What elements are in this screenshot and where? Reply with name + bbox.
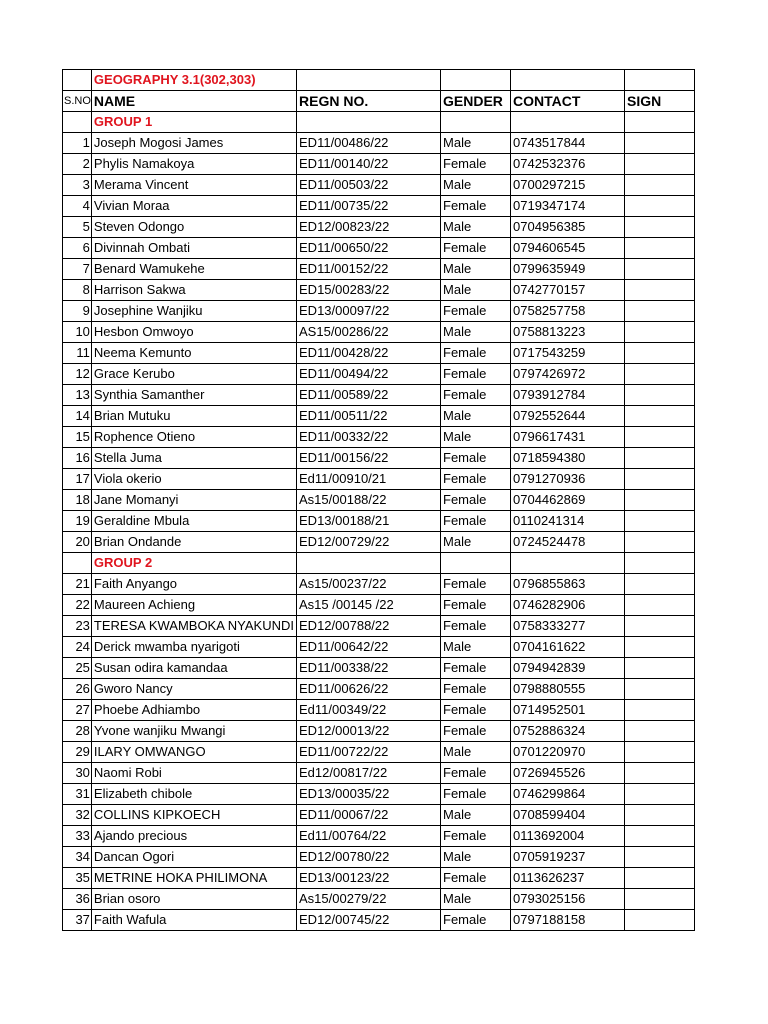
row-regn[interactable]: ED11/00428/22 (297, 343, 441, 364)
row-contact[interactable]: 0758257758 (511, 301, 625, 322)
row-sign[interactable] (625, 259, 695, 280)
row-sno[interactable]: 13 (63, 385, 92, 406)
row-contact[interactable]: 0794942839 (511, 658, 625, 679)
row-regn[interactable]: ED11/00067/22 (297, 805, 441, 826)
row-gender[interactable]: Female (441, 868, 511, 889)
row-contact[interactable]: 0794606545 (511, 238, 625, 259)
row-name[interactable]: Rophence Otieno (91, 427, 296, 448)
row-gender[interactable]: Male (441, 889, 511, 910)
row-sno[interactable]: 2 (63, 154, 92, 175)
row-regn[interactable]: ED13/00123/22 (297, 868, 441, 889)
row-gender[interactable]: Male (441, 532, 511, 553)
row-contact[interactable]: 0742770157 (511, 280, 625, 301)
table-row (63, 259, 695, 280)
row-gender[interactable]: Female (441, 679, 511, 700)
sheet-title[interactable]: GEOGRAPHY 3.1(302,303) (91, 70, 296, 91)
cell[interactable] (63, 70, 92, 91)
row-regn[interactable]: Ed12/00817/22 (297, 763, 441, 784)
table-row (63, 616, 695, 637)
row-regn[interactable]: ED11/00722/22 (297, 742, 441, 763)
row-sign[interactable] (625, 658, 695, 679)
row-name[interactable]: Maureen Achieng (91, 595, 296, 616)
row-regn[interactable]: AS15/00286/22 (297, 322, 441, 343)
row-regn[interactable]: ED12/00729/22 (297, 532, 441, 553)
row-gender[interactable]: Male (441, 259, 511, 280)
table-row (63, 406, 695, 427)
row-sign[interactable] (625, 469, 695, 490)
group-label[interactable]: GROUP 2 (91, 553, 296, 574)
row-regn[interactable]: ED11/00511/22 (297, 406, 441, 427)
cell[interactable] (297, 70, 441, 91)
table-row (63, 847, 695, 868)
row-sno[interactable]: 4 (63, 196, 92, 217)
row-gender[interactable]: Female (441, 910, 511, 931)
row-name[interactable]: Naomi Robi (91, 763, 296, 784)
row-sno[interactable]: 14 (63, 406, 92, 427)
table-row (63, 280, 695, 301)
row-contact[interactable]: 0708599404 (511, 805, 625, 826)
row-contact[interactable]: 0799635949 (511, 259, 625, 280)
row-sno[interactable]: 27 (63, 700, 92, 721)
row-sign[interactable] (625, 280, 695, 301)
row-sno[interactable]: 16 (63, 448, 92, 469)
row-regn[interactable]: ED15/00283/22 (297, 280, 441, 301)
row-contact[interactable]: 0700297215 (511, 175, 625, 196)
row-sno[interactable]: 24 (63, 637, 92, 658)
row-name[interactable]: Vivian Moraa (91, 196, 296, 217)
row-name[interactable]: Grace Kerubo (91, 364, 296, 385)
row-sign[interactable] (625, 679, 695, 700)
table-row (63, 679, 695, 700)
row-gender[interactable]: Male (441, 637, 511, 658)
row-gender[interactable]: Female (441, 574, 511, 595)
row-sno[interactable]: 9 (63, 301, 92, 322)
cell[interactable] (441, 70, 511, 91)
row-contact[interactable]: 0793025156 (511, 889, 625, 910)
table-row (63, 910, 695, 931)
row-contact[interactable]: 0796617431 (511, 427, 625, 448)
table-row (63, 343, 695, 364)
table-row (63, 784, 695, 805)
table-row (63, 826, 695, 847)
row-name[interactable]: Jane Momanyi (91, 490, 296, 511)
row-contact[interactable]: 0792552644 (511, 406, 625, 427)
row-sno[interactable]: 11 (63, 343, 92, 364)
row-name[interactable]: Viola okerio (91, 469, 296, 490)
table-row (63, 427, 695, 448)
row-name[interactable]: Brian Ondande (91, 532, 296, 553)
row-gender[interactable]: Female (441, 469, 511, 490)
header-name[interactable]: NAME (91, 91, 296, 112)
row-contact[interactable]: 0704956385 (511, 217, 625, 238)
row-sno[interactable]: 3 (63, 175, 92, 196)
row-name[interactable]: Faith Anyango (91, 574, 296, 595)
row-gender[interactable]: Male (441, 175, 511, 196)
row-contact[interactable]: 0797188158 (511, 910, 625, 931)
row-contact[interactable]: 0752886324 (511, 721, 625, 742)
row-sign[interactable] (625, 133, 695, 154)
row-contact[interactable]: 0743517844 (511, 133, 625, 154)
row-name[interactable]: Neema Kemunto (91, 343, 296, 364)
row-sno[interactable]: 17 (63, 469, 92, 490)
row-sign[interactable] (625, 805, 695, 826)
row-sign[interactable] (625, 868, 695, 889)
row-name[interactable]: Phoebe Adhiambo (91, 700, 296, 721)
row-gender[interactable]: Female (441, 301, 511, 322)
row-contact[interactable]: 0718594380 (511, 448, 625, 469)
header-gender[interactable]: GENDER (441, 91, 511, 112)
row-name[interactable]: Susan odira kamandaa (91, 658, 296, 679)
row-sign[interactable] (625, 385, 695, 406)
row-regn[interactable]: ED11/00338/22 (297, 658, 441, 679)
row-name[interactable]: Harrison Sakwa (91, 280, 296, 301)
row-name[interactable]: Brian Mutuku (91, 406, 296, 427)
row-regn[interactable]: ED11/00503/22 (297, 175, 441, 196)
table-row (63, 196, 695, 217)
table-row (63, 889, 695, 910)
row-sno[interactable]: 29 (63, 742, 92, 763)
row-contact[interactable]: 0704462869 (511, 490, 625, 511)
table-row (63, 301, 695, 322)
cell[interactable] (297, 112, 441, 133)
row-sno[interactable]: 26 (63, 679, 92, 700)
row-contact[interactable]: 0746282906 (511, 595, 625, 616)
row-regn[interactable]: ED11/00486/22 (297, 133, 441, 154)
row-regn[interactable]: ED11/00626/22 (297, 679, 441, 700)
row-name[interactable]: Phylis Namakoya (91, 154, 296, 175)
table-row (63, 658, 695, 679)
row-sign[interactable] (625, 511, 695, 532)
row-contact[interactable]: 0714952501 (511, 700, 625, 721)
row-gender[interactable]: Male (441, 742, 511, 763)
row-sign[interactable] (625, 721, 695, 742)
row-regn[interactable]: ED11/00589/22 (297, 385, 441, 406)
row-sign[interactable] (625, 532, 695, 553)
row-gender[interactable]: Male (441, 847, 511, 868)
row-contact[interactable]: 0758333277 (511, 616, 625, 637)
table-row (63, 469, 695, 490)
row-name[interactable]: Josephine Wanjiku (91, 301, 296, 322)
cell[interactable] (441, 112, 511, 133)
row-sign[interactable] (625, 343, 695, 364)
row-regn[interactable]: Ed11/00764/22 (297, 826, 441, 847)
row-regn[interactable]: ED11/00156/22 (297, 448, 441, 469)
row-sign[interactable] (625, 700, 695, 721)
row-contact[interactable]: 0724524478 (511, 532, 625, 553)
row-gender[interactable]: Male (441, 322, 511, 343)
header-row (63, 91, 695, 112)
row-sno[interactable]: 1 (63, 133, 92, 154)
cell[interactable] (625, 553, 695, 574)
row-sign[interactable] (625, 826, 695, 847)
row-contact[interactable]: 0705919237 (511, 847, 625, 868)
row-sno[interactable]: 32 (63, 805, 92, 826)
row-gender[interactable]: Female (441, 721, 511, 742)
table-row (63, 217, 695, 238)
row-regn[interactable]: As15/00279/22 (297, 889, 441, 910)
row-sign[interactable] (625, 406, 695, 427)
row-sign[interactable] (625, 847, 695, 868)
row-name[interactable]: Faith Wafula (91, 910, 296, 931)
row-gender[interactable]: Female (441, 700, 511, 721)
row-gender[interactable]: Female (441, 490, 511, 511)
row-name[interactable]: Dancan Ogori (91, 847, 296, 868)
row-sign[interactable] (625, 217, 695, 238)
row-sno[interactable]: 31 (63, 784, 92, 805)
row-sign[interactable] (625, 448, 695, 469)
row-sno[interactable]: 23 (63, 616, 92, 637)
cell[interactable] (297, 553, 441, 574)
table-row (63, 385, 695, 406)
row-regn[interactable]: As15 /00145 /22 (297, 595, 441, 616)
row-name[interactable]: Geraldine Mbula (91, 511, 296, 532)
row-name[interactable]: Ajando precious (91, 826, 296, 847)
row-contact[interactable]: 0113626237 (511, 868, 625, 889)
row-regn[interactable]: ED12/00823/22 (297, 217, 441, 238)
row-contact[interactable]: 0701220970 (511, 742, 625, 763)
group-row (63, 112, 695, 133)
row-sign[interactable] (625, 196, 695, 217)
table-row (63, 868, 695, 889)
row-regn[interactable]: ED11/00650/22 (297, 238, 441, 259)
table-row (63, 238, 695, 259)
row-gender[interactable]: Male (441, 805, 511, 826)
row-gender[interactable]: Female (441, 511, 511, 532)
row-name[interactable]: Gworo Nancy (91, 679, 296, 700)
table-row (63, 133, 695, 154)
table-row (63, 595, 695, 616)
header-sign[interactable]: SIGN (625, 91, 695, 112)
row-name[interactable]: Derick mwamba nyarigoti (91, 637, 296, 658)
row-regn[interactable]: ED13/00097/22 (297, 301, 441, 322)
row-name[interactable]: Brian osoro (91, 889, 296, 910)
row-name[interactable]: Elizabeth chibole (91, 784, 296, 805)
row-sign[interactable] (625, 910, 695, 931)
attendance-sheet (62, 69, 695, 931)
row-name[interactable]: ILARY OMWANGO (91, 742, 296, 763)
cell[interactable] (63, 553, 92, 574)
row-sno[interactable]: 6 (63, 238, 92, 259)
row-gender[interactable]: Female (441, 385, 511, 406)
table-row (63, 721, 695, 742)
row-sno[interactable]: 8 (63, 280, 92, 301)
table-row (63, 490, 695, 511)
row-gender[interactable]: Female (441, 343, 511, 364)
row-sign[interactable] (625, 154, 695, 175)
row-gender[interactable]: Female (441, 154, 511, 175)
row-contact[interactable]: 0726945526 (511, 763, 625, 784)
row-name[interactable]: Stella Juma (91, 448, 296, 469)
row-contact[interactable]: 0719347174 (511, 196, 625, 217)
table-row (63, 532, 695, 553)
row-contact[interactable]: 0113692004 (511, 826, 625, 847)
row-sign[interactable] (625, 427, 695, 448)
row-gender[interactable]: Female (441, 238, 511, 259)
row-gender[interactable]: Female (441, 826, 511, 847)
row-gender[interactable]: Female (441, 196, 511, 217)
row-name[interactable]: Synthia Samanther (91, 385, 296, 406)
row-regn[interactable]: ED11/00152/22 (297, 259, 441, 280)
row-contact[interactable]: 0746299864 (511, 784, 625, 805)
header-contact[interactable]: CONTACT (511, 91, 625, 112)
row-sno[interactable]: 37 (63, 910, 92, 931)
row-gender[interactable]: Male (441, 427, 511, 448)
row-gender[interactable]: Female (441, 784, 511, 805)
row-gender[interactable]: Male (441, 280, 511, 301)
row-name[interactable]: Hesbon Omwoyo (91, 322, 296, 343)
cell[interactable] (625, 112, 695, 133)
row-sno[interactable]: 18 (63, 490, 92, 511)
row-sno[interactable]: 19 (63, 511, 92, 532)
table-row (63, 322, 695, 343)
row-sno[interactable]: 10 (63, 322, 92, 343)
row-regn[interactable]: ED11/00735/22 (297, 196, 441, 217)
table-row (63, 574, 695, 595)
table-row (63, 742, 695, 763)
row-regn[interactable]: ED11/00494/22 (297, 364, 441, 385)
row-sign[interactable] (625, 637, 695, 658)
row-regn[interactable]: ED12/00788/22 (297, 616, 441, 637)
row-regn[interactable]: Ed11/00349/22 (297, 700, 441, 721)
row-contact[interactable]: 0796855863 (511, 574, 625, 595)
row-sign[interactable] (625, 889, 695, 910)
cell[interactable] (511, 70, 625, 91)
row-sno[interactable]: 21 (63, 574, 92, 595)
cell[interactable] (511, 553, 625, 574)
row-name[interactable]: TERESA KWAMBOKA NYAKUNDI (91, 616, 296, 637)
row-contact[interactable]: 0742532376 (511, 154, 625, 175)
row-name[interactable]: Divinnah Ombati (91, 238, 296, 259)
row-regn[interactable]: ED13/00035/22 (297, 784, 441, 805)
cell[interactable] (63, 112, 92, 133)
row-sign[interactable] (625, 742, 695, 763)
row-regn[interactable]: ED11/00642/22 (297, 637, 441, 658)
row-regn[interactable]: Ed11/00910/21 (297, 469, 441, 490)
row-name[interactable]: Benard Wamukehe (91, 259, 296, 280)
row-sign[interactable] (625, 784, 695, 805)
row-gender[interactable]: Male (441, 133, 511, 154)
row-sign[interactable] (625, 763, 695, 784)
table-row (63, 511, 695, 532)
row-name[interactable]: Joseph Mogosi James (91, 133, 296, 154)
row-regn[interactable]: ED13/00188/21 (297, 511, 441, 532)
table-row (63, 154, 695, 175)
row-contact[interactable]: 0791270936 (511, 469, 625, 490)
row-sign[interactable] (625, 616, 695, 637)
row-sno[interactable]: 7 (63, 259, 92, 280)
row-name[interactable]: Steven Odongo (91, 217, 296, 238)
cell[interactable] (441, 553, 511, 574)
row-gender[interactable]: Female (441, 448, 511, 469)
row-sno[interactable]: 33 (63, 826, 92, 847)
row-contact[interactable]: 0793912784 (511, 385, 625, 406)
table-row (63, 763, 695, 784)
row-contact[interactable]: 0797426972 (511, 364, 625, 385)
row-gender[interactable]: Female (441, 595, 511, 616)
sheet-body (63, 70, 695, 931)
row-regn[interactable]: ED12/00013/22 (297, 721, 441, 742)
row-contact[interactable]: 0798880555 (511, 679, 625, 700)
row-sno[interactable]: 5 (63, 217, 92, 238)
row-sno[interactable]: 30 (63, 763, 92, 784)
row-gender[interactable]: Female (441, 763, 511, 784)
row-regn[interactable]: ED11/00140/22 (297, 154, 441, 175)
row-gender[interactable]: Female (441, 616, 511, 637)
row-contact[interactable]: 0110241314 (511, 511, 625, 532)
header-regn[interactable]: REGN NO. (297, 91, 441, 112)
table-row (63, 175, 695, 196)
table-row (63, 700, 695, 721)
row-gender[interactable]: Female (441, 658, 511, 679)
row-sno[interactable]: 12 (63, 364, 92, 385)
row-sno[interactable]: 28 (63, 721, 92, 742)
row-name[interactable]: METRINE HOKA PHILIMONA (91, 868, 296, 889)
cell[interactable] (625, 70, 695, 91)
row-sign[interactable] (625, 595, 695, 616)
row-regn[interactable]: ED12/00780/22 (297, 847, 441, 868)
group-label[interactable]: GROUP 1 (91, 112, 296, 133)
row-sno[interactable]: 20 (63, 532, 92, 553)
row-name[interactable]: COLLINS KIPKOECH (91, 805, 296, 826)
row-sign[interactable] (625, 364, 695, 385)
row-sign[interactable] (625, 175, 695, 196)
row-regn[interactable]: ED12/00745/22 (297, 910, 441, 931)
row-regn[interactable]: As15/00188/22 (297, 490, 441, 511)
row-contact[interactable]: 0717543259 (511, 343, 625, 364)
row-sign[interactable] (625, 490, 695, 511)
row-sno[interactable]: 35 (63, 868, 92, 889)
row-gender[interactable]: Male (441, 217, 511, 238)
header-sno[interactable]: S.NO (63, 91, 92, 112)
row-regn[interactable]: ED11/00332/22 (297, 427, 441, 448)
row-sign[interactable] (625, 301, 695, 322)
row-contact[interactable]: 0704161622 (511, 637, 625, 658)
row-name[interactable]: Merama Vincent (91, 175, 296, 196)
title-row (63, 70, 695, 91)
row-sign[interactable] (625, 238, 695, 259)
row-sno[interactable]: 36 (63, 889, 92, 910)
row-contact[interactable]: 0758813223 (511, 322, 625, 343)
table-row (63, 805, 695, 826)
row-sno[interactable]: 34 (63, 847, 92, 868)
table-row (63, 448, 695, 469)
row-sno[interactable]: 25 (63, 658, 92, 679)
row-sign[interactable] (625, 574, 695, 595)
table-row (63, 364, 695, 385)
table-row (63, 637, 695, 658)
row-gender[interactable]: Female (441, 364, 511, 385)
group-row (63, 553, 695, 574)
row-sign[interactable] (625, 322, 695, 343)
row-regn[interactable]: As15/00237/22 (297, 574, 441, 595)
row-gender[interactable]: Male (441, 406, 511, 427)
row-name[interactable]: Yvone wanjiku Mwangi (91, 721, 296, 742)
row-sno[interactable]: 15 (63, 427, 92, 448)
row-sno[interactable]: 22 (63, 595, 92, 616)
cell[interactable] (511, 112, 625, 133)
